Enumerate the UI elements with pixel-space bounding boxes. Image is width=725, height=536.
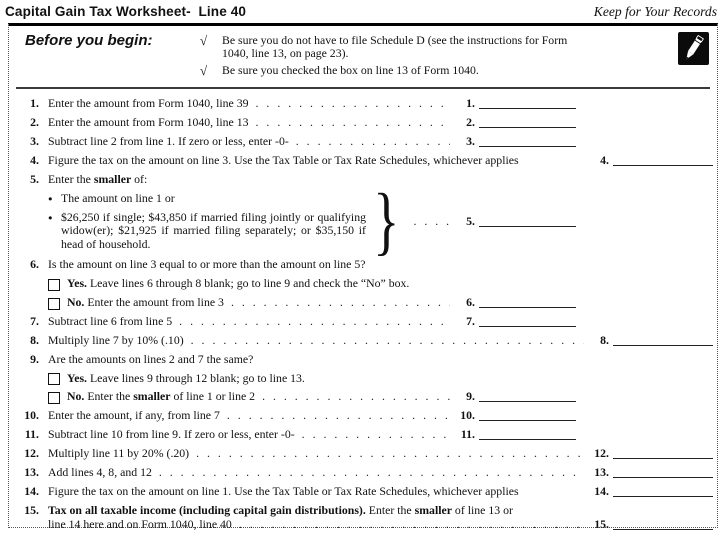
brace-glyph: } (373, 179, 400, 264)
line-number: 11. (24, 427, 39, 442)
line-15-amount-blank[interactable] (613, 528, 713, 530)
checklist-item-text: Be sure you checked the box on line 13 of Form 1040. (222, 62, 479, 77)
dot-leader (159, 466, 584, 480)
answer-number: 3. (466, 133, 475, 148)
line-number: 9. (30, 351, 39, 366)
line-6-no-checkbox[interactable] (48, 298, 60, 310)
worksheet-line-1 (13, 97, 713, 111)
worksheet-line-3 (13, 135, 713, 149)
answer-number: 6. (466, 295, 475, 310)
answer-number: 1. (466, 96, 475, 110)
line-8-amount-blank[interactable] (613, 344, 713, 346)
line-5-options-block (48, 179, 713, 264)
answer-number: 11. (460, 427, 475, 442)
line-9-amount-blank[interactable] (479, 400, 576, 402)
dot-leader (239, 518, 584, 532)
bullet-item (48, 192, 366, 207)
dot-leader (227, 409, 450, 423)
line-text: Enter the amount from Form 1040, line 13 (48, 114, 249, 129)
option-text: No. Enter the smaller of line 1 or line 2 (67, 389, 256, 404)
line-text: Enter the amount from Form 1040, line 39 (48, 96, 249, 110)
answer-field-10 (455, 409, 576, 423)
line-number: 10. (24, 408, 39, 423)
answer-number: 2. (466, 114, 475, 129)
answer-number: 9. (466, 389, 475, 404)
pencil-icon (678, 32, 709, 65)
before-you-begin-label: Before you begin: (25, 31, 153, 49)
line-text: Multiply line 11 by 20% (.20) (48, 446, 190, 461)
dot-leader (413, 215, 450, 229)
line-number: 5. (30, 171, 39, 186)
dot-leader (256, 97, 450, 111)
answer-field-8 (589, 334, 713, 348)
before-you-begin-section (13, 31, 713, 81)
page-header (0, 0, 725, 19)
line-7-amount-blank[interactable] (479, 325, 576, 327)
answer-field-6 (455, 296, 576, 310)
line-number: 7. (30, 313, 39, 328)
line-3-amount-blank[interactable] (479, 145, 576, 147)
dot-leader (296, 135, 450, 149)
line-text: Are the amounts on lines 2 and 7 the same? (48, 351, 254, 366)
answer-number: 10. (460, 408, 475, 423)
worksheet-title: Capital Gain Tax Worksheet- Line 40 (5, 4, 247, 19)
line-11-amount-blank[interactable] (479, 438, 576, 440)
line-text: Figure the tax on the amount on line 1. Use the Tax Table or Tax Rate Schedules, whichever applies (48, 483, 519, 498)
dot-leader (179, 315, 450, 329)
line-text: Multiply line 7 by 10% (.10) (48, 332, 184, 347)
answer-field-4 (589, 154, 713, 168)
answer-field-5 (455, 215, 576, 229)
dot-leader (302, 428, 450, 442)
line-text: Is the amount on line 3 equal to or more than the amount on line 5? (48, 257, 366, 272)
worksheet-line-7 (13, 315, 713, 329)
answer-number: 12. (594, 446, 609, 461)
worksheet-line-13 (13, 466, 713, 480)
option-text: No. Enter the amount from line 3 (67, 295, 224, 310)
worksheet-line-6 (13, 258, 713, 272)
worksheet-line-15-continued (13, 518, 713, 532)
line-text: Enter the amount, if any, from line 7 (48, 408, 220, 423)
line-text: line 14 here and on Form 1040, line 40 (48, 517, 232, 532)
answer-number: 5. (466, 214, 475, 229)
line-6-amount-blank[interactable] (479, 306, 576, 308)
worksheet-line-11 (13, 428, 713, 442)
line-9-yes-checkbox[interactable] (48, 373, 60, 385)
line-6-no-option (48, 296, 713, 310)
answer-number: 15. (594, 517, 609, 532)
answer-field-14 (589, 485, 713, 499)
line-14-amount-blank[interactable] (613, 495, 713, 497)
before-you-begin-items (200, 34, 592, 81)
dot-leader (256, 116, 450, 130)
worksheet-line-2 (13, 116, 713, 130)
line-number: 14. (24, 483, 39, 498)
line-text: Subtract line 6 from line 5 (48, 313, 173, 328)
worksheet-line-15 (13, 504, 713, 518)
checklist-item-text: Be sure you do not have to file Schedule D (see the instructions for Form 1040, line 13, on page 23). (222, 32, 568, 60)
worksheet-box (8, 23, 718, 532)
answer-field-15 (589, 518, 713, 532)
answer-number: 13. (594, 465, 609, 480)
answer-number: 8. (600, 332, 609, 347)
worksheet-line-14 (13, 485, 713, 499)
line-number: 8. (30, 332, 39, 347)
worksheet-line-12 (13, 447, 713, 461)
line-5-bullets (48, 192, 366, 251)
line-13-amount-blank[interactable] (613, 476, 713, 478)
worksheet-line-4 (13, 154, 713, 168)
answer-field-3 (455, 135, 576, 149)
bullet-icon: ● (48, 194, 53, 204)
line-number: 13. (24, 465, 39, 480)
worksheet-line-10 (13, 409, 713, 423)
line-4-amount-blank[interactable] (613, 164, 713, 166)
line-1-amount-blank[interactable] (479, 107, 576, 109)
line-text: Enter the smaller of: (48, 171, 148, 186)
answer-field-2 (455, 116, 576, 130)
line-text: Figure the tax on the amount on line 3. Use the Tax Table or Tax Rate Schedules, whichever applies (48, 152, 519, 167)
answer-number: 4. (600, 152, 609, 167)
dot-leader (262, 390, 450, 404)
answer-field-12 (589, 447, 713, 461)
answer-field-1 (455, 97, 576, 111)
worksheet-line-5 (13, 173, 713, 187)
line-6-yes-checkbox[interactable] (48, 279, 60, 291)
checkmark-icon: √ (200, 32, 208, 48)
dot-leader (231, 296, 450, 310)
line-number: 6. (30, 257, 39, 272)
answer-field-7 (455, 315, 576, 329)
line-number: 2. (30, 114, 39, 129)
checkmark-icon: √ (200, 62, 208, 78)
line-2-amount-blank[interactable] (479, 126, 576, 128)
bullet-text: $26,250 if single; $43,850 if married filing jointly or qualifying widow(er); $21,925 if married filing separately; or $35,150 if head of household. (61, 209, 366, 251)
line-text: Subtract line 2 from line 1. If zero or less, enter -0- (48, 133, 289, 148)
keep-for-records-note: Keep for Your Records (593, 4, 717, 19)
line-9-no-option (48, 390, 713, 404)
line-number: 3. (30, 133, 39, 148)
bullet-icon: ● (48, 212, 53, 222)
answer-field-13 (589, 466, 713, 480)
option-text: Yes. Leave lines 6 through 8 blank; go to line 9 and check the “No” box. (67, 276, 410, 291)
checklist-item (200, 34, 592, 61)
line-number: 12. (24, 446, 39, 461)
section-divider (16, 87, 710, 89)
line-text: Subtract line 10 from line 9. If zero or less, enter -0- (48, 427, 295, 442)
answer-field-11 (455, 428, 576, 442)
line-10-amount-blank[interactable] (479, 419, 576, 421)
checklist-item (200, 64, 592, 78)
line-5-amount-blank[interactable] (479, 225, 576, 227)
answer-number: 7. (466, 313, 475, 328)
line-6-yes-option (48, 277, 713, 291)
dot-leader (196, 447, 584, 461)
worksheet-line-8 (13, 334, 713, 348)
line-number: 1. (30, 96, 39, 110)
option-text: Yes. Leave lines 9 through 12 blank; go to line 13. (67, 370, 305, 385)
answer-field-9 (455, 390, 576, 404)
bullet-text: The amount on line 1 or (61, 191, 175, 206)
line-number: 15. (24, 502, 39, 517)
line-9-yes-option (48, 372, 713, 386)
line-12-amount-blank[interactable] (613, 457, 713, 459)
line-number: 4. (30, 152, 39, 167)
line-9-no-checkbox[interactable] (48, 392, 60, 404)
worksheet-line-9 (13, 353, 713, 367)
bullet-item (48, 211, 366, 252)
line-text: Tax on all taxable income (including capital gain distributions). Enter the smaller of line 13 or (48, 502, 513, 517)
answer-number: 14. (594, 483, 609, 498)
line-text: Add lines 4, 8, and 12 (48, 465, 152, 480)
dot-leader (191, 334, 584, 348)
